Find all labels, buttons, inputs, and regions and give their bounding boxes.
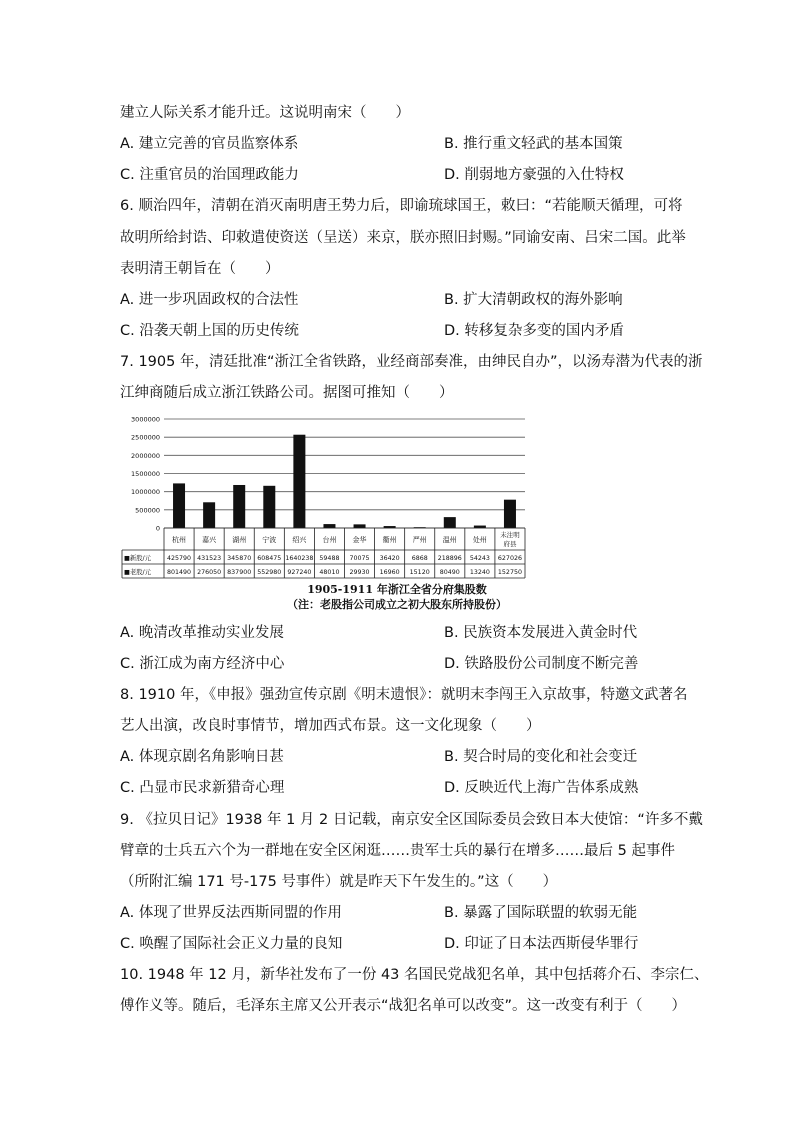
question-9-stem-1: 9. 《拉贝日记》1938 年 1 月 2 日记载，南京安全区国际委员会致日本大使馆：“许多不戴: [120, 812, 703, 828]
bar: [354, 524, 366, 528]
q8-option-a: A. 体现京剧名角影响日甚: [120, 749, 284, 765]
table-cell-value: 218896: [437, 555, 462, 562]
question-8-stem-2: 艺人出演，改良时事情节，增加西式布景。这一文化现象（ ）: [120, 718, 541, 734]
table-cell-value: 6868: [411, 555, 428, 562]
q9-option-a: A. 体现了世界反法西斯同盟的作用: [120, 905, 342, 921]
bar: [233, 485, 245, 528]
question-6-stem-3: 表明清王朝旨在（ ）: [120, 261, 280, 277]
question-9-stem-3: （所附汇编 171 号-175 号事件）就是昨天下午发生的。”这（ ）: [120, 874, 558, 890]
table-cell-value: 1640238: [285, 555, 314, 562]
table-cell-value: 425790: [167, 555, 192, 562]
q5-option-a: A. 建立完善的官员监察体系: [120, 136, 299, 152]
bar: [203, 502, 215, 528]
table-cell-value: 59488: [319, 555, 340, 562]
table-cell-value: 431523: [197, 555, 222, 562]
y-tick-label: 0: [155, 524, 160, 533]
q7-option-c: C. 浙江成为南方经济中心: [120, 656, 285, 672]
category-label: 未注明: [500, 531, 520, 539]
bar: [323, 524, 335, 528]
table-row-label: ■新股/元: [124, 555, 151, 562]
question-10-stem-2: 傅作义等。随后，毛泽东主席又公开表示“战犯名单可以改变”。这一改变有利于（ ）: [120, 998, 687, 1014]
table-cell-value: 627026: [497, 555, 522, 562]
q6-option-a: A. 进一步巩固政权的合法性: [120, 292, 299, 308]
q9-option-b: B. 暴露了国际联盟的软弱无能: [444, 905, 638, 921]
chart-subtitle: （注：老股指公司成立之初大股东所持股份）: [287, 598, 507, 611]
y-tick-label: 2000000: [131, 451, 160, 460]
question-5-stem-tail: 建立人际关系才能升迁。这说明南宋（ ）: [120, 105, 410, 121]
q5-option-c: C. 注重官员的治国理政能力: [120, 167, 299, 183]
q8-option-c: C. 凸显市民求新猎奇心理: [120, 780, 285, 796]
q5-option-d: D. 削弱地方豪强的入仕特权: [444, 167, 624, 183]
table-cell-value: 608475: [257, 555, 282, 562]
table-cell-value: 13240: [469, 569, 490, 576]
table-cell-value: 54243: [469, 555, 490, 562]
table-cell-value: 152750: [497, 569, 522, 576]
table-cell-value: 29930: [349, 569, 370, 576]
table-cell-value: 345870: [227, 555, 252, 562]
q5-option-b: B. 推行重文轻武的基本国策: [444, 136, 623, 152]
y-tick-label: 2500000: [131, 433, 160, 442]
bar: [263, 486, 275, 528]
category-label: 处州: [472, 536, 487, 544]
question-10-stem-1: 10. 1948 年 12 月，新华社发布了一份 43 名国民党战犯名单，其中包括蒋介石、李宗仁、: [120, 967, 709, 983]
table-cell-value: 36420: [379, 555, 400, 562]
category-label: 嘉兴: [202, 536, 217, 544]
category-label: 温州: [442, 536, 457, 544]
category-label: 严州: [412, 536, 427, 544]
table-cell-value: 801490: [167, 569, 192, 576]
q7-option-b: B. 民族资本发展进入黄金时代: [444, 625, 638, 641]
table-row-label: ■老股/元: [124, 569, 151, 576]
y-tick-label: 500000: [135, 506, 160, 515]
question-8-stem-1: 8. 1910 年，《申报》强劲宣传京剧《明末遗恨》：就明末李闯王入京故事，特邀文武著名: [120, 687, 688, 703]
table-cell-value: 276050: [197, 569, 222, 576]
q8-option-d: D. 反映近代上海广告体系成熟: [444, 780, 639, 796]
q9-option-c: C. 唤醒了国际社会正义力量的良知: [120, 936, 343, 952]
bar: [444, 517, 456, 528]
question-6-stem-1: 6. 顺治四年，清朝在消灭南明唐王势力后，即谕琉球国王，敕曰：“若能顺天循理，可将: [120, 198, 683, 214]
y-tick-label: 1000000: [131, 488, 160, 497]
bar: [504, 500, 516, 528]
q6-option-c: C. 沿袭天朝上国的历史传统: [120, 323, 299, 339]
chart-title: 1905-1911 年浙江全省分府集股数: [307, 583, 487, 596]
q7-option-d: D. 铁路股份公司制度不断完善: [444, 656, 639, 672]
category-label: 府县: [503, 540, 517, 548]
q6-option-b: B. 扩大清朝政权的海外影响: [444, 292, 623, 308]
category-label: 湖州: [232, 536, 247, 544]
category-label: 衢州: [382, 536, 397, 544]
table-cell-value: 927240: [287, 569, 312, 576]
question-6-stem-2: 故明所给封诰、印敕遣使资送（呈送）来京，朕亦照旧封赐。”同谕安南、吕宋二国。此举: [120, 230, 686, 246]
q7-option-a: A. 晚清改革推动实业发展: [120, 625, 284, 641]
table-cell-value: 48010: [319, 569, 340, 576]
table-cell-value: 80490: [439, 569, 460, 576]
bar: [173, 483, 185, 528]
table-cell-value: 837900: [227, 569, 252, 576]
category-label: 台州: [322, 536, 337, 544]
category-label: 绍兴: [292, 536, 307, 544]
question-7-stem-2: 江绅商随后成立浙江铁路公司。据图可推知（ ）: [120, 385, 454, 401]
y-tick-label: 3000000: [131, 415, 160, 424]
bar: [293, 435, 305, 528]
question-7-stem-1: 7. 1905 年，清廷批准“浙江全省铁路，业经商部奏准，由绅民自办”，以汤寿潜为代表的浙: [120, 354, 703, 370]
question-9-stem-2: 臂章的士兵五六个为一群地在安全区闲逛……贵军士兵的暴行在增多……最后 5 起事件: [120, 843, 675, 859]
table-cell-value: 552980: [257, 569, 282, 576]
table-cell-value: 16960: [379, 569, 400, 576]
q6-option-d: D. 转移复杂多变的国内矛盾: [444, 323, 624, 339]
y-tick-label: 1500000: [131, 470, 160, 478]
category-label: 宁波: [262, 536, 277, 544]
table-cell-value: 70075: [349, 555, 370, 562]
category-label: 杭州: [172, 536, 187, 544]
table-cell-value: 15120: [409, 569, 430, 576]
q8-option-b: B. 契合时局的变化和社会变迁: [444, 749, 638, 765]
q9-option-d: D. 印证了日本法西斯侵华罪行: [444, 936, 639, 952]
category-label: 金华: [352, 536, 367, 544]
